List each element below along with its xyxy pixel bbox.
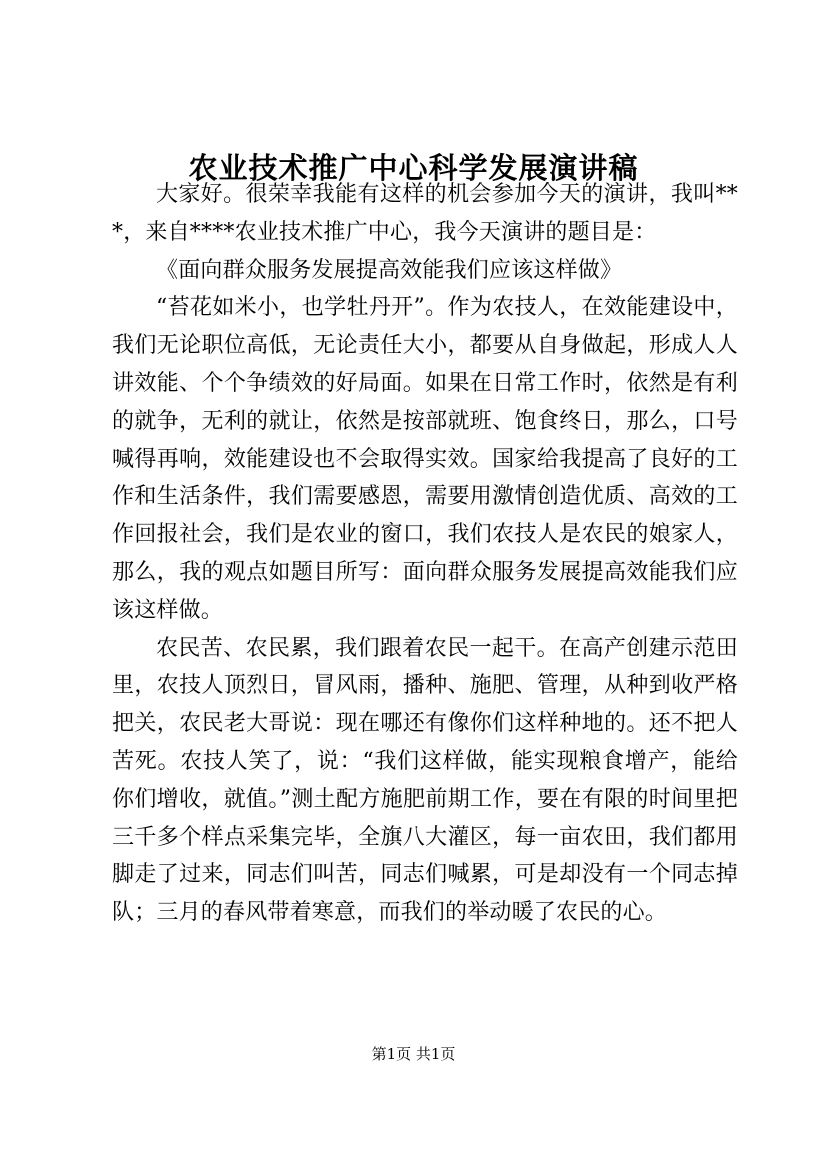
paragraph-field-work: 农民苦、农民累，我们跟着农民一起干。在高产创建示范田里，农技人顶烈日，冒风雨，播种、施肥、管理，从种到收严格把关，农民老大哥说：现在哪还有像你们这样种地的。还不把人苦死。农技人笑了，说：“我们这样做，能实现粮食增产，能给你们增收，就值。”测土配方施肥前期工作，要在有限的时间里把三千多个样点采集完毕，全旗八大灌区，每一亩农田，我们都用脚走了过来，同志们叫苦，同志们喊累，可是却没有一个同志掉队；三月的春风带着寒意，而我们的举动暖了农民的心。 xyxy=(112,635,738,926)
speech-topic: 《面向群众服务发展提高效能我们应该这样做》 xyxy=(156,257,623,283)
document-body xyxy=(112,176,738,932)
page-footer: 第1页 共1页 xyxy=(371,1045,456,1063)
paragraph-efficiency: “苔花如米小，也学牡丹开”。作为农技人，在效能建设中，我们无论职位高低，无论责任大小，都要从自身做起，形成人人讲效能、个个争绩效的好局面。如果在日常工作时，依然是有利的就争，无利的就让，依然是按部就班、饱食终日，那么，口号喊得再响，效能建设也不会取得实效。国家给我提高了良好的工作和生活条件，我们需要感恩，需要用激情创造优质、高效的工作回报社会，我们是农业的窗口，我们农技人是农民的娘家人，那么，我的观点如题目所写：面向群众服务发展提高效能我们应该这样做。 xyxy=(112,295,738,623)
document-title: 农业技术推广中心科学发展演讲稿 xyxy=(188,151,639,185)
paragraph-intro: 大家好。很荣幸我能有这样的机会参加今天的演讲，我叫***，来自****农业技术推广中心，我今天演讲的题目是： xyxy=(112,182,738,245)
